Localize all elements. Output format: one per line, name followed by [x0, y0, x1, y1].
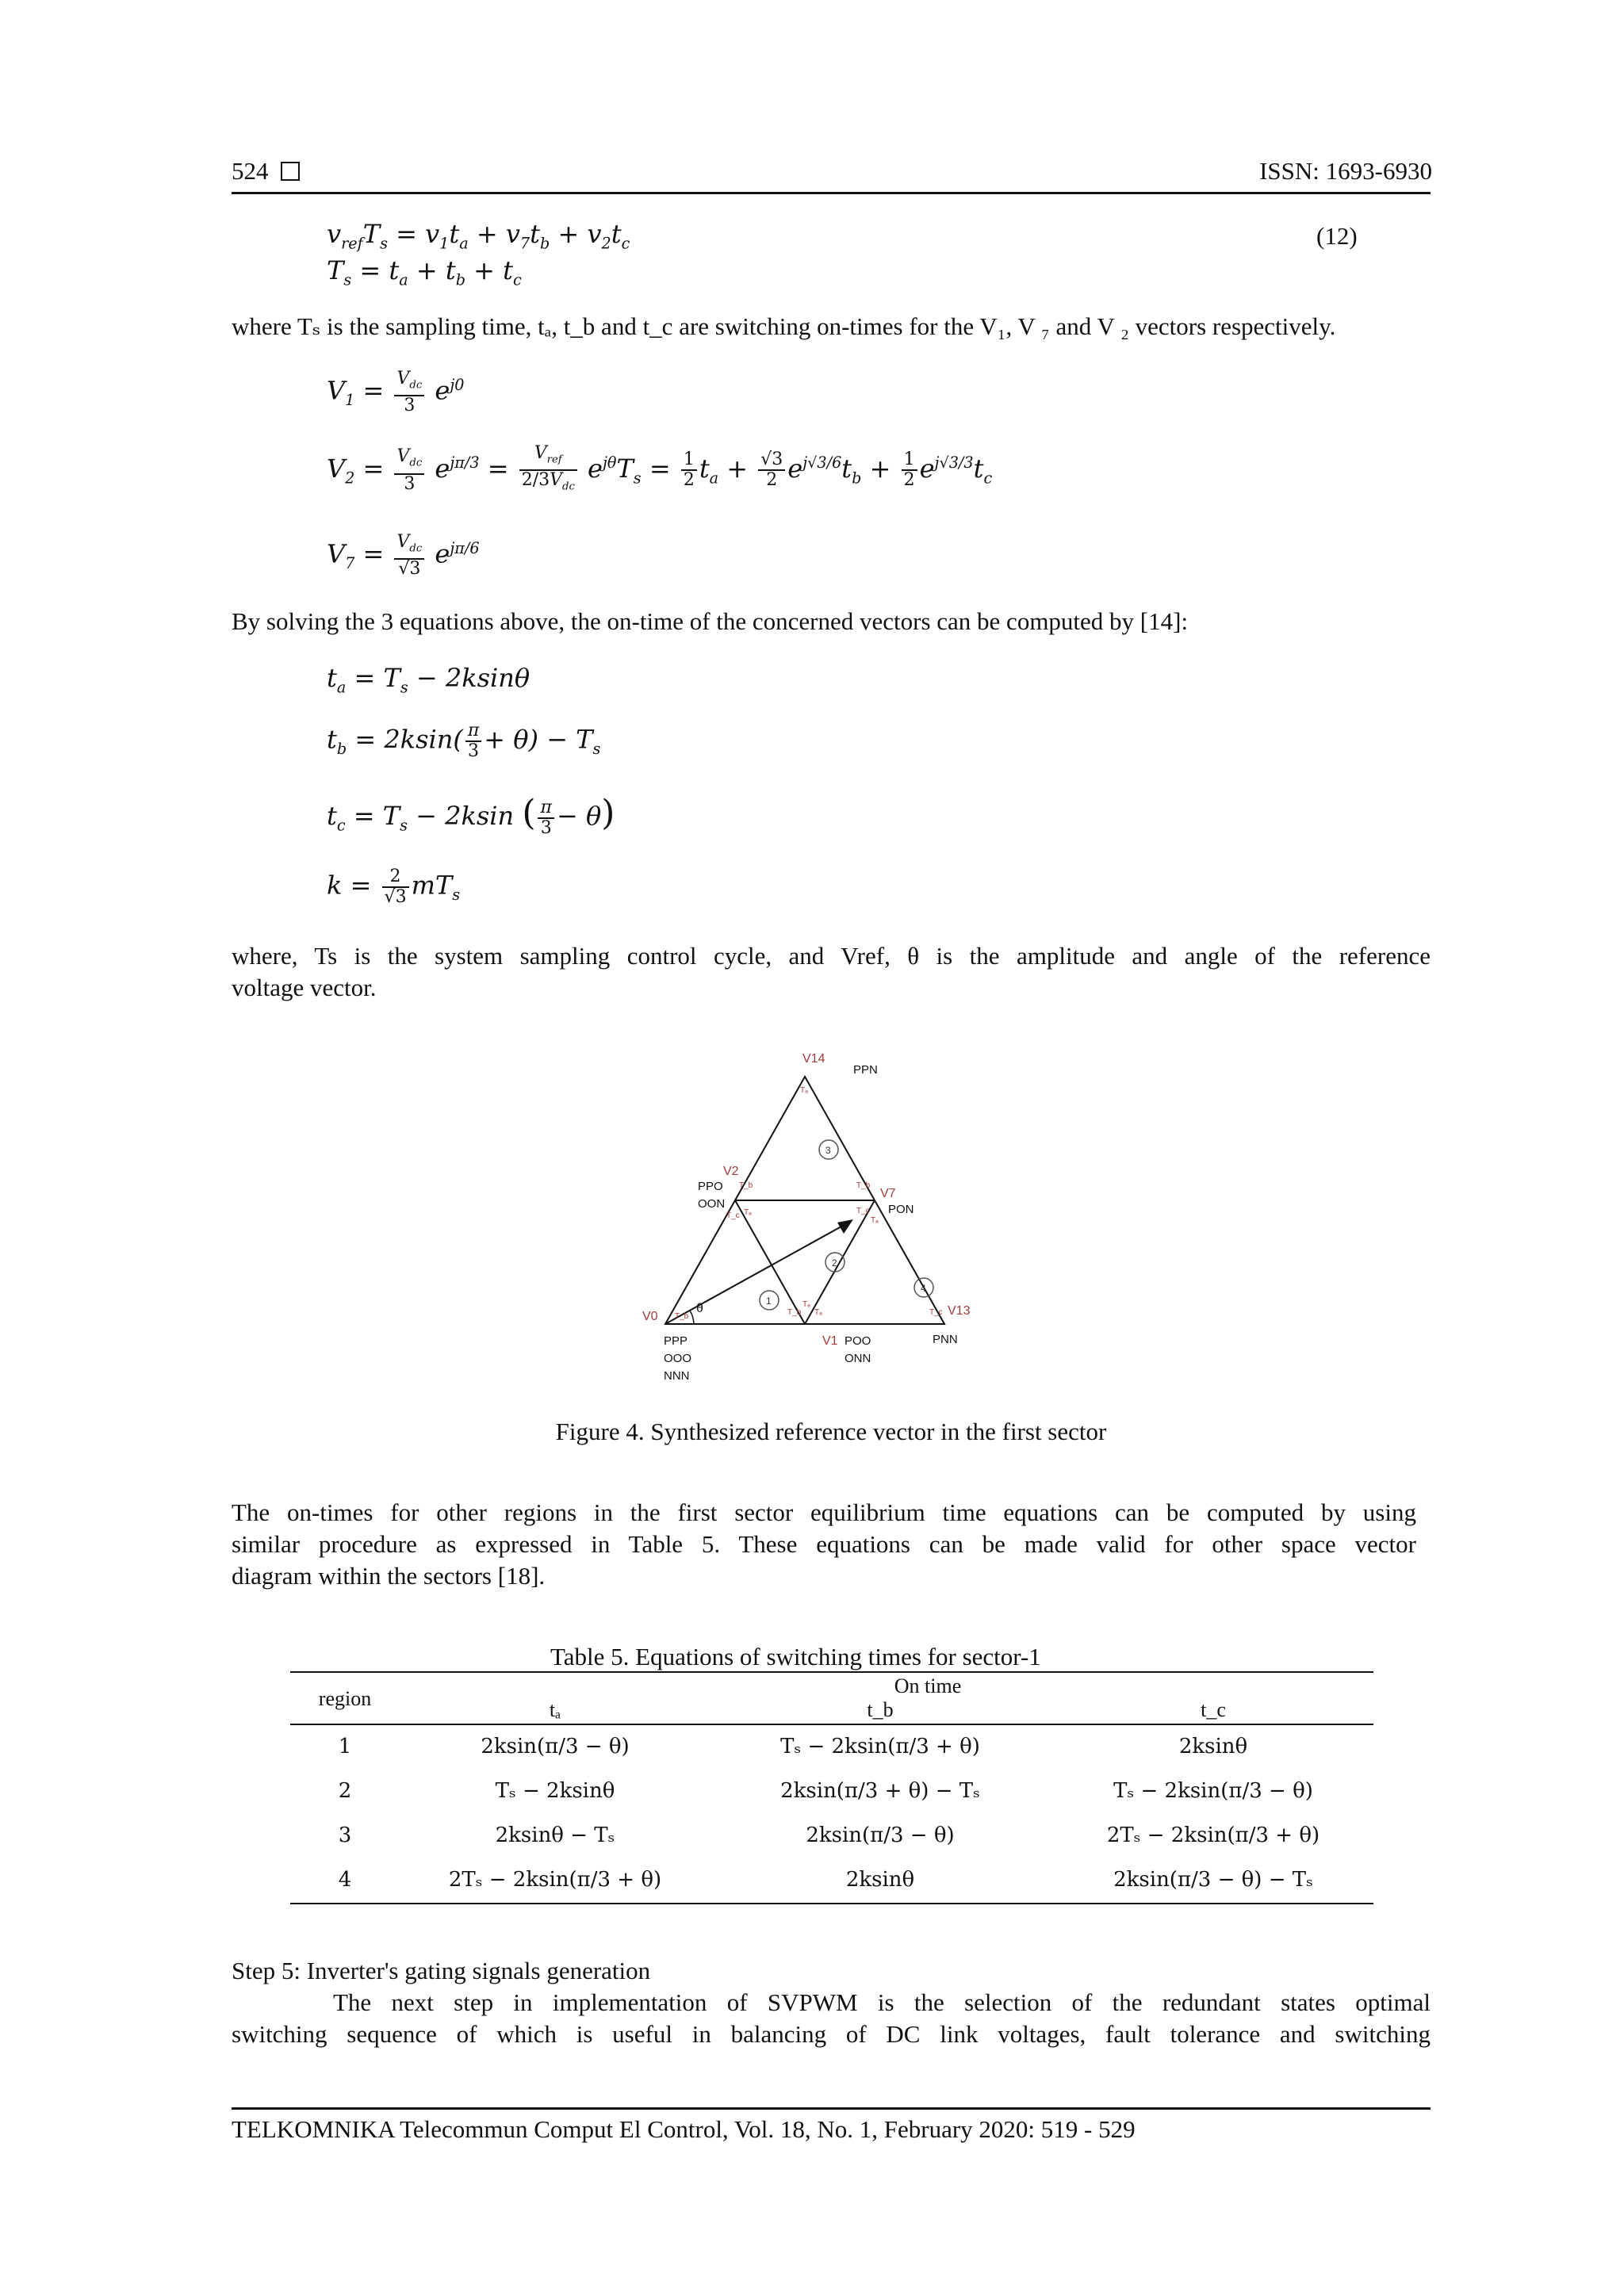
label-ooo: OOO: [664, 1352, 692, 1365]
label-pon: PON: [888, 1203, 914, 1216]
svpwm-sector-diagram: [619, 1039, 1047, 1395]
equation-tc: $t_c = T_s - 2ksin$ ( $\frac{\pi}{3}$ − θ): [327, 793, 615, 838]
arrow-head-icon: [837, 1219, 853, 1234]
table-row-1-tb: Tₛ − 2ksin(π/3 + θ): [780, 1735, 980, 1758]
table-header-rule: [290, 1724, 1373, 1725]
region-label-3: 3: [825, 1145, 831, 1156]
table-header-ta: tₐ: [549, 1698, 561, 1721]
paragraph-next-line1: The next step in implementation of SVPWM is the selection of the redundant states optimal: [333, 1988, 1431, 2016]
label-v1: V1: [822, 1334, 838, 1348]
paragraph-solving: By solving the 3 equations above, the on-time of the concerned vectors can be computed by [14]:: [232, 607, 1189, 635]
equation-ta: $t_a = T_s - 2ksin\theta$: [327, 663, 530, 697]
theta-label: θ: [696, 1302, 703, 1315]
header-rule: [232, 192, 1431, 194]
equation-12-line2: $T_s = t_a + t_b + t_c$: [327, 255, 522, 289]
time-label-tb-right-top: T_b: [856, 1181, 871, 1190]
table-row-2-tb: 2ksin(π/3 + θ) − Tₛ: [780, 1779, 980, 1803]
page-number: 524: [232, 155, 300, 187]
time-label-ta-v1: Tₐ: [814, 1308, 822, 1317]
label-v0: V0: [642, 1310, 658, 1323]
label-pnn: PNN: [933, 1333, 958, 1346]
time-label-tc-v13: T_c: [929, 1308, 943, 1317]
table-row-2-tc: Tₛ − 2ksin(π/3 − θ): [1113, 1779, 1313, 1803]
label-v13: V13: [948, 1304, 971, 1318]
time-label-tb-left-top: T_b: [739, 1181, 753, 1190]
table-row-4-region: 4: [338, 1868, 352, 1892]
footer-rule: [232, 2107, 1431, 2110]
time-label-tc-left: T_c: [726, 1211, 740, 1220]
table-header-ontime: On time: [894, 1674, 962, 1697]
step5-heading: Step 5: Inverter's gating signals generation: [232, 1957, 651, 1984]
label-v7: V7: [880, 1187, 896, 1200]
table-row-1-region: 1: [338, 1735, 352, 1758]
table-top-rule: [290, 1671, 1373, 1673]
figure-caption: Figure 4. Synthesized reference vector in the first sector: [555, 1418, 1107, 1445]
label-nnn: NNN: [664, 1369, 690, 1383]
table-row-1-tc: 2ksinθ: [1178, 1735, 1248, 1758]
label-v2: V2: [723, 1165, 739, 1178]
paragraph-ontimes-line2: similar procedure as expressed in Table 5. These equations can be made valid for other space vector: [232, 1530, 1416, 1558]
table-header-tc: t_c: [1201, 1698, 1226, 1721]
time-label-tb-v0: T_b: [675, 1312, 689, 1321]
table-header-tb: t_b: [867, 1698, 894, 1721]
equation-number: (12): [1316, 222, 1358, 250]
table-row-4-tb: 2ksinθ: [845, 1868, 915, 1892]
table-row-4-ta: 2Tₛ − 2ksin(π/3 + θ): [448, 1868, 662, 1892]
time-label-ta-right: Tₐ: [871, 1216, 879, 1225]
paragraph-ontimes-line1: The on-times for other regions in the first sector equilibrium time equations can be computed by using: [232, 1498, 1416, 1526]
equation-v7: $V_7$ = $\frac{V_{dc}}{√3}$ $e^{j\pi/6}$: [327, 532, 480, 580]
equation-v1: $V_1$ = $\frac{V_{dc}}{3}$ $e^{j0}$: [327, 369, 465, 416]
label-ppp: PPP: [664, 1334, 688, 1348]
label-ppn: PPN: [853, 1063, 878, 1077]
time-label-tc-right: T_c: [856, 1207, 870, 1215]
table-row-4-tc: 2ksin(π/3 − θ) − Tₛ: [1113, 1868, 1313, 1892]
paragraph-where-ts2-line2: voltage vector.: [232, 974, 377, 1001]
label-onn: ONN: [845, 1352, 871, 1365]
theta-arc: [690, 1311, 694, 1324]
paragraph-next-line2: switching sequence of which is useful in balancing of DC link voltages, fault tolerance and switching: [232, 2020, 1431, 2048]
region-label-4: 4: [921, 1283, 926, 1294]
equation-tb: $t_b = 2ksin$( $\frac{\pi}{3}$ + $\theta) - T_s$: [327, 721, 601, 761]
paragraph-ontimes-line3: diagram within the sectors [18].: [232, 1562, 546, 1590]
table-row-2-ta: Tₛ − 2ksinθ: [495, 1779, 615, 1803]
label-poo: POO: [845, 1334, 871, 1348]
table-row-3-tc: 2Tₛ − 2ksin(π/3 + θ): [1106, 1823, 1320, 1847]
table-row-1-ta: 2ksin(π/3 − θ): [481, 1735, 630, 1758]
table-caption: Table 5. Equations of switching times for sector-1: [550, 1643, 1041, 1670]
time-label-ta-top: Tₐ: [800, 1086, 808, 1095]
equation-v2: $V_2$ = $\frac{V_{dc}}{3}$ $e^{j\pi/3}$ = $\frac{V_{ref}}{2/3V_{dc}}$ $e^{j\theta}T_s$ = $\frac{1}{2}$ $t_a$ + $\frac{√3}{2}$ $e^{j√3/6}t_b$ + $\frac{1}{2}$ $e^{j√3/3}t_c$: [327, 443, 993, 494]
issn: ISSN: 1693-6930: [1259, 157, 1432, 185]
table-row-3-tb: 2ksin(π/3 − θ): [806, 1823, 955, 1847]
square-icon: [281, 162, 300, 181]
region-label-1: 1: [766, 1295, 772, 1307]
table-row-3-region: 3: [338, 1823, 352, 1847]
equation-12-line1: $v_{ref}T_s = v_1t_a + v_7t_b + v_2t_c$: [327, 219, 630, 253]
table-row-3-ta: 2ksinθ − Tₛ: [495, 1823, 615, 1847]
region-label-2: 2: [832, 1257, 837, 1269]
label-v14: V14: [802, 1052, 825, 1066]
table-row-2-region: 2: [338, 1779, 352, 1803]
paragraph-where-ts: where Tₛ is the sampling time, tₐ, t_b and t_c are switching on-times for the V₁, V ₇ and V ₂ vectors respectively.: [232, 312, 1336, 340]
equation-k: k = $\frac{2}{√3}$ $mT_s$: [327, 867, 461, 907]
label-ppo: PPO: [698, 1180, 723, 1193]
label-oon: OON: [698, 1197, 726, 1211]
time-label-ta-v1-top: Tₐ: [802, 1300, 810, 1309]
time-label-tb-v1: T_b: [787, 1308, 802, 1317]
footer-citation: TELKOMNIKA Telecommun Comput El Control, Vol. 18, No. 1, February 2020: 519 - 529: [232, 2115, 1136, 2143]
inner-right-line: [805, 1200, 875, 1324]
paragraph-where-ts2-line1: where, Ts is the system sampling control cycle, and Vref, θ is the amplitude and angle of the reference: [232, 942, 1431, 970]
time-label-ta-left-inner: Tₐ: [744, 1208, 752, 1217]
table-bottom-rule: [290, 1903, 1373, 1904]
table-header-region: region: [318, 1687, 372, 1710]
